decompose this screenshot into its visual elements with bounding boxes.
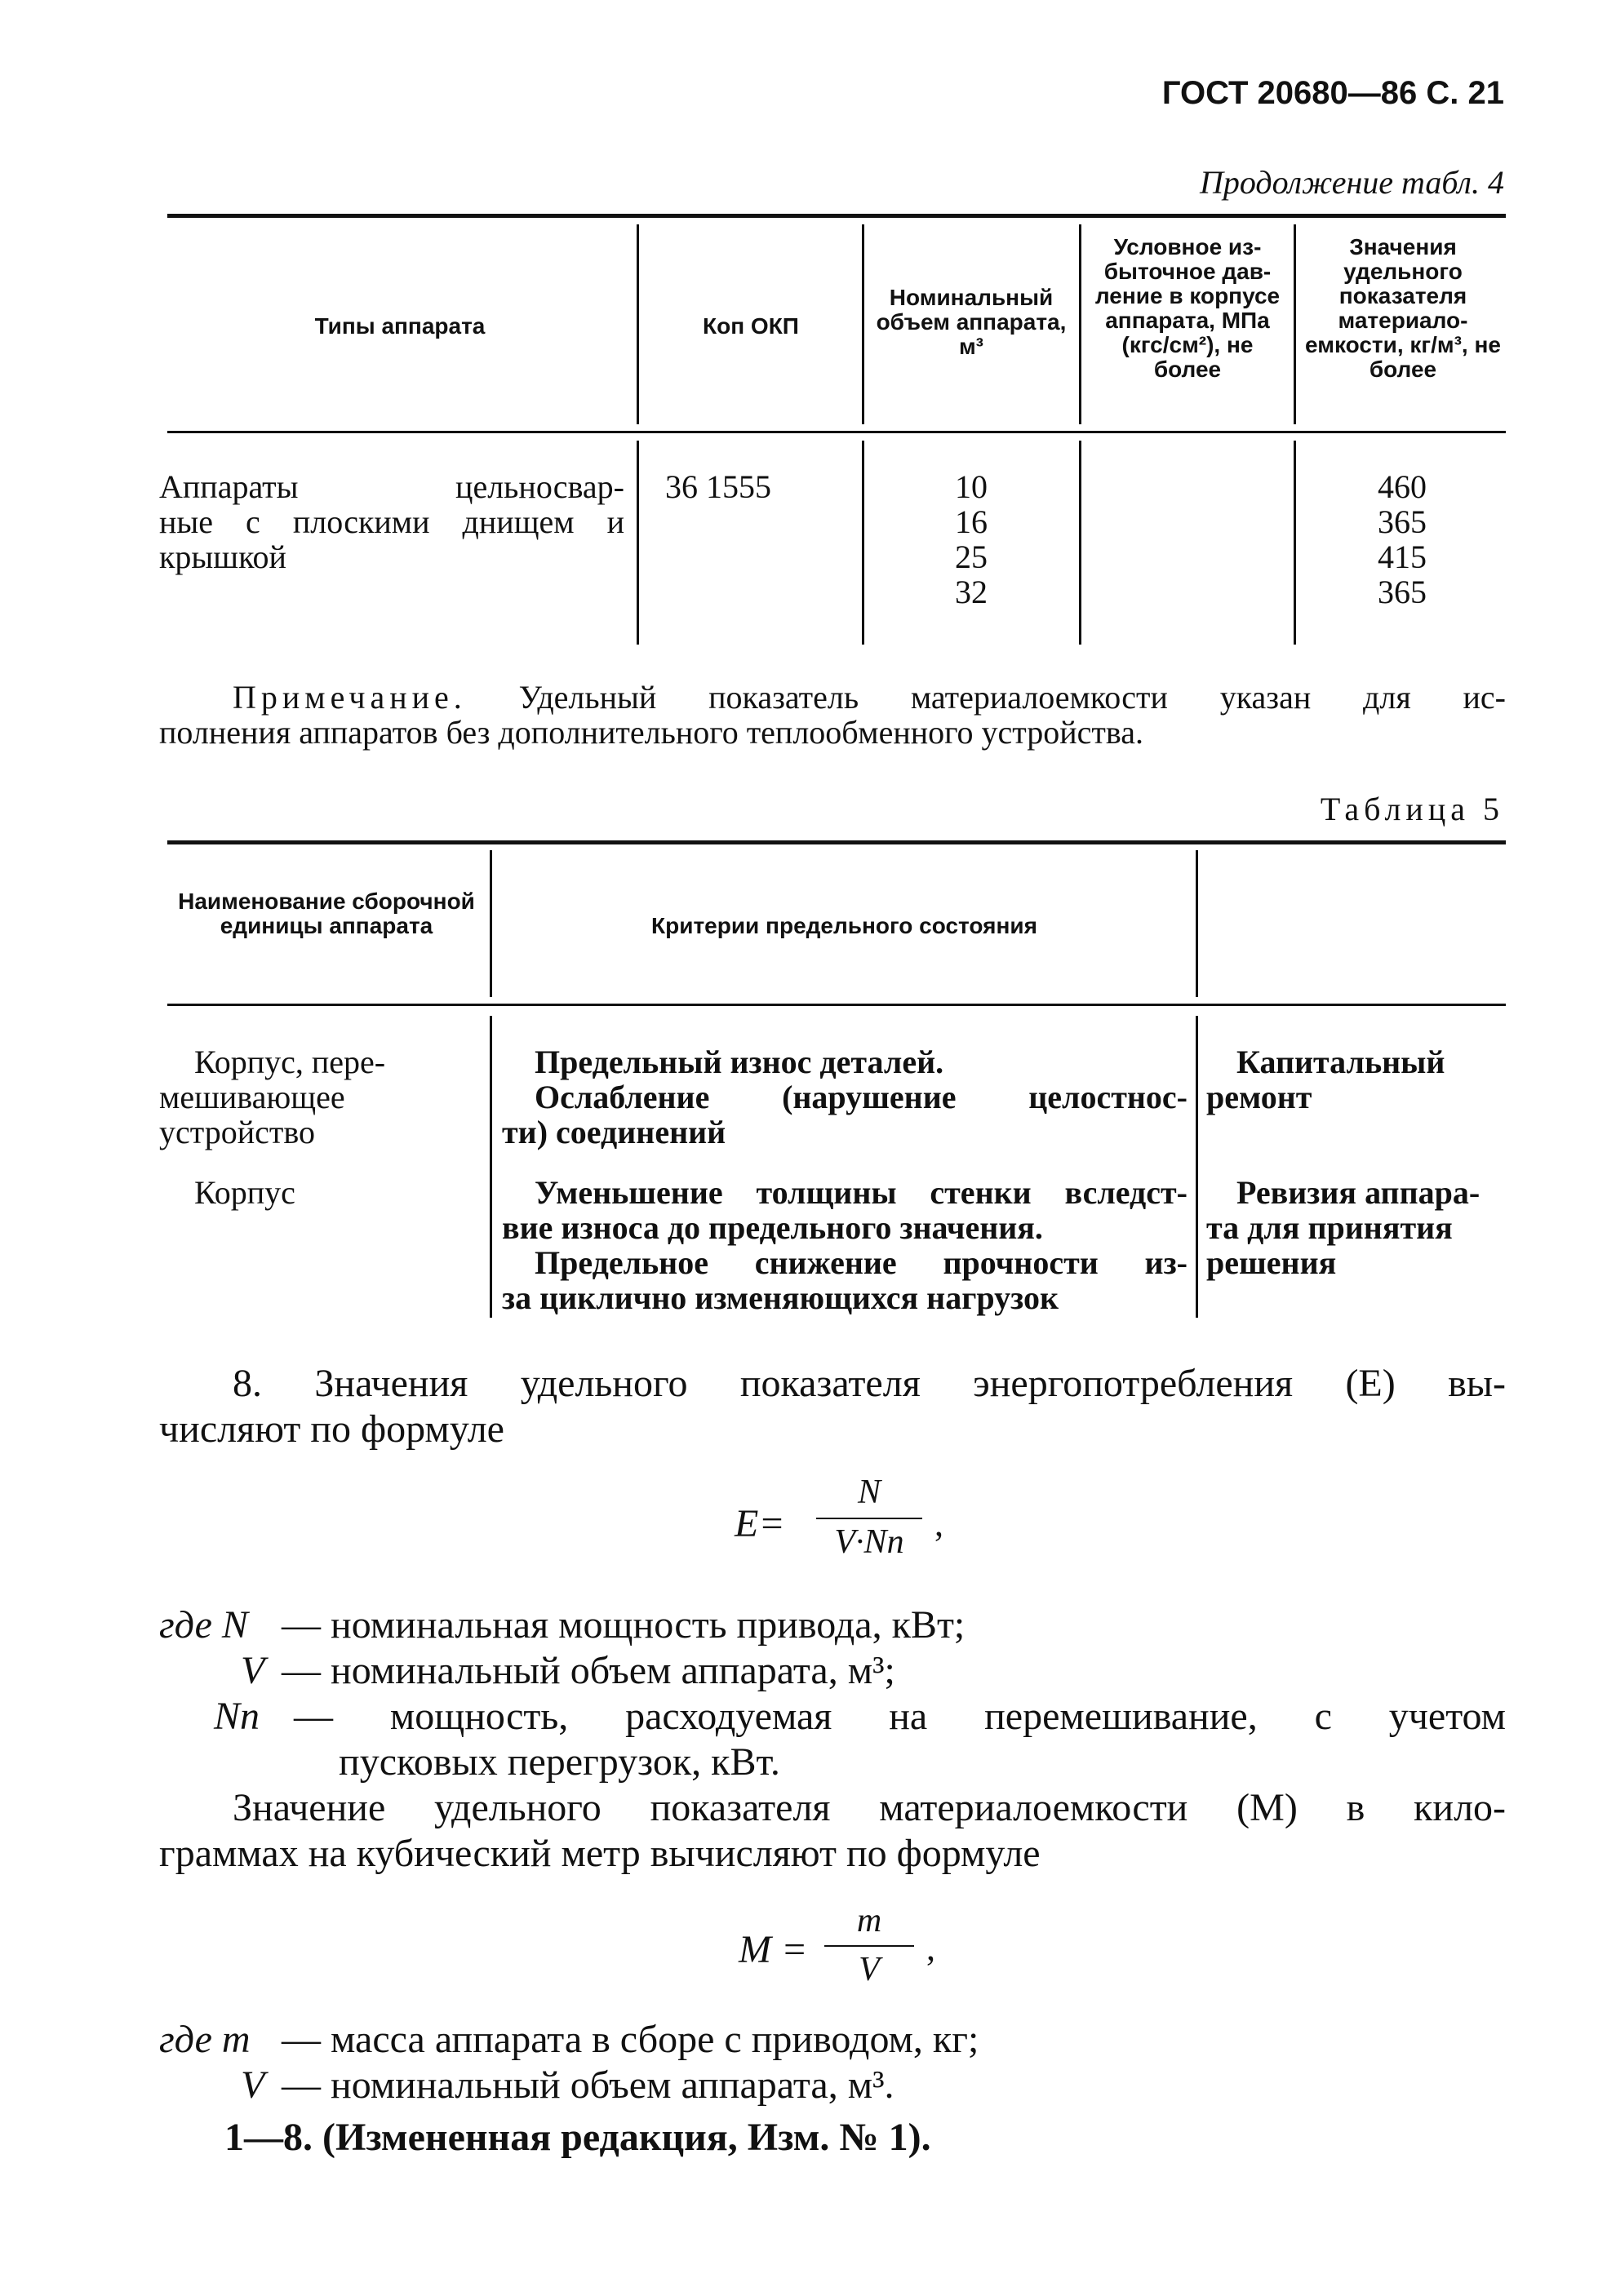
where-text: — номинальная мощность привода, кВт; xyxy=(282,1603,966,1647)
table-4-header-okp: Коп ОКП xyxy=(703,313,799,339)
table-4-cell-type: крышкой xyxy=(159,539,286,575)
table-4-cell-volume: 16 xyxy=(955,503,988,540)
col-divider xyxy=(862,441,864,645)
col-divider xyxy=(637,224,639,424)
table-5-cell-action: ремонт xyxy=(1206,1079,1312,1115)
table-4-header-volume: Номинальный объем аппарата, м³ xyxy=(876,285,1067,359)
where-symbol: где N xyxy=(159,1603,248,1647)
table-4-top-rule xyxy=(167,214,1506,218)
table-5-cell-action: решения xyxy=(1206,1244,1337,1281)
formula-m-lhs: M = xyxy=(739,1928,808,1971)
table-5-title: Таблица 5 xyxy=(1320,791,1504,827)
where-text: — номинальный объем аппарата, м³. xyxy=(282,2063,895,2107)
col-divider xyxy=(1196,1016,1198,1318)
page-reference: ГОСТ 20680—86 С. 21 xyxy=(1161,75,1504,111)
note-text: Удельный показатель материалоемкости указан для ис- xyxy=(518,679,1507,716)
formula-m-denominator: V xyxy=(859,1951,880,1988)
section-8-intro: числяют по формуле xyxy=(159,1407,504,1451)
table-5-header-unit: Наименование сборочной единицы аппарата xyxy=(178,889,475,938)
table-5-cell-criteria: ти) соединений xyxy=(502,1114,726,1150)
col-divider xyxy=(862,224,864,424)
table-5-cell-unit: Корпус xyxy=(194,1174,295,1211)
col-divider xyxy=(1196,850,1198,997)
table-4-cell-volume: 10 xyxy=(955,468,988,505)
table-5-cell-criteria: Предельный износ деталей. xyxy=(535,1044,944,1080)
col-divider xyxy=(637,441,639,645)
amendment-note: 1—8. (Измененная редакция, Изм. № 1). xyxy=(224,2116,931,2159)
table-5-cell-criteria: Ослабление (нарушение целостнос- xyxy=(535,1079,1187,1115)
formula-e-lhs: E= xyxy=(735,1502,785,1545)
formula-e-comma: , xyxy=(934,1504,943,1544)
table-continuation-label: Продолжение табл. 4 xyxy=(1199,164,1504,201)
formula-m-fraction-bar xyxy=(824,1945,914,1947)
table-5-cell-unit: мешивающее xyxy=(159,1079,345,1115)
table-4-cell-volume: 25 xyxy=(955,539,988,575)
table-5-cell-unit: устройство xyxy=(159,1114,315,1150)
table-5-cell-action: Ревизия аппара- xyxy=(1236,1174,1480,1211)
formula-e-fraction-bar xyxy=(816,1518,922,1519)
note-text: полнения аппаратов без дополнительного теплообменного устройства. xyxy=(159,714,1144,751)
formula-e-numerator: N xyxy=(857,1474,881,1511)
table-4-header-value: Значения удельного показателя материалоемкости, кг/м³, не более xyxy=(1305,234,1501,382)
col-divider xyxy=(1294,224,1296,424)
col-divider xyxy=(490,1016,492,1318)
where-text: — масса аппарата в сборе с приводом, кг; xyxy=(282,2018,979,2061)
table-4-cell-volume: 32 xyxy=(955,574,988,610)
table-5-header-criteria: Критерии предельного состояния xyxy=(651,913,1037,938)
table-5-cell-criteria: Предельное снижение прочности из- xyxy=(535,1244,1187,1281)
table-4-cell-type: ные с плоскими днищем и xyxy=(159,503,624,540)
section-8-m-intro: Значение удельного показателя материалоемкости (M) в кило- xyxy=(233,1786,1506,1829)
table-5-top-rule xyxy=(167,840,1506,844)
section-8-m-intro: граммах на кубический метр вычисляют по формуле xyxy=(159,1832,1041,1875)
table-4-header-type: Типы аппарата xyxy=(314,313,486,339)
table-5-cell-criteria: вие износа до предельного значения. xyxy=(502,1209,1043,1246)
table-4-cell-value: 365 xyxy=(1378,503,1427,540)
col-divider xyxy=(1079,441,1081,645)
col-divider xyxy=(490,850,492,997)
table-5-cell-criteria: за циклично изменяющихся нагрузок xyxy=(502,1279,1059,1316)
table-4-cell-okp: 36 1555 xyxy=(665,468,771,505)
table-4-cell-type: Аппараты цельносвар- xyxy=(159,468,624,505)
table-5-cell-action: та для принятия xyxy=(1206,1209,1453,1246)
col-divider xyxy=(1079,224,1081,424)
table-5-header-rule xyxy=(167,1004,1506,1006)
where-symbol: где m xyxy=(159,2018,251,2061)
table-4-header-rule xyxy=(167,431,1506,433)
table-5-cell-action: Капитальный xyxy=(1236,1044,1445,1080)
table-4-cell-value: 365 xyxy=(1378,574,1427,610)
formula-m-comma: , xyxy=(926,1928,935,1968)
where-symbol: V xyxy=(241,2063,265,2107)
where-symbol: Nп xyxy=(214,1695,260,1738)
col-divider xyxy=(1294,441,1296,645)
formula-e-denominator: V·Nп xyxy=(834,1523,904,1561)
table-4-header-pressure: Условное избыточное давление в корпусе аппарата, МПа (кгс/см²), не более xyxy=(1094,234,1281,382)
where-text: — номинальный объем аппарата, м³; xyxy=(282,1649,895,1692)
table-4-cell-value: 460 xyxy=(1378,468,1427,505)
formula-m-numerator: m xyxy=(856,1902,882,1939)
section-8-intro: 8. Значения удельного показателя энергопотребления (E) вы- xyxy=(233,1362,1506,1405)
table-5-cell-unit: Корпус, пере- xyxy=(194,1044,386,1080)
where-symbol: V xyxy=(241,1649,265,1692)
where-text: пусковых перегрузок, кВт. xyxy=(339,1740,780,1784)
table-4-cell-value: 415 xyxy=(1378,539,1427,575)
note-line xyxy=(233,680,1506,715)
where-text: — мощность, расходуемая на перемешивание, с учетом xyxy=(294,1695,1506,1738)
note-label: Примечание. xyxy=(233,679,467,716)
table-5-cell-criteria: Уменьшение толщины стенки вследст- xyxy=(535,1174,1187,1211)
